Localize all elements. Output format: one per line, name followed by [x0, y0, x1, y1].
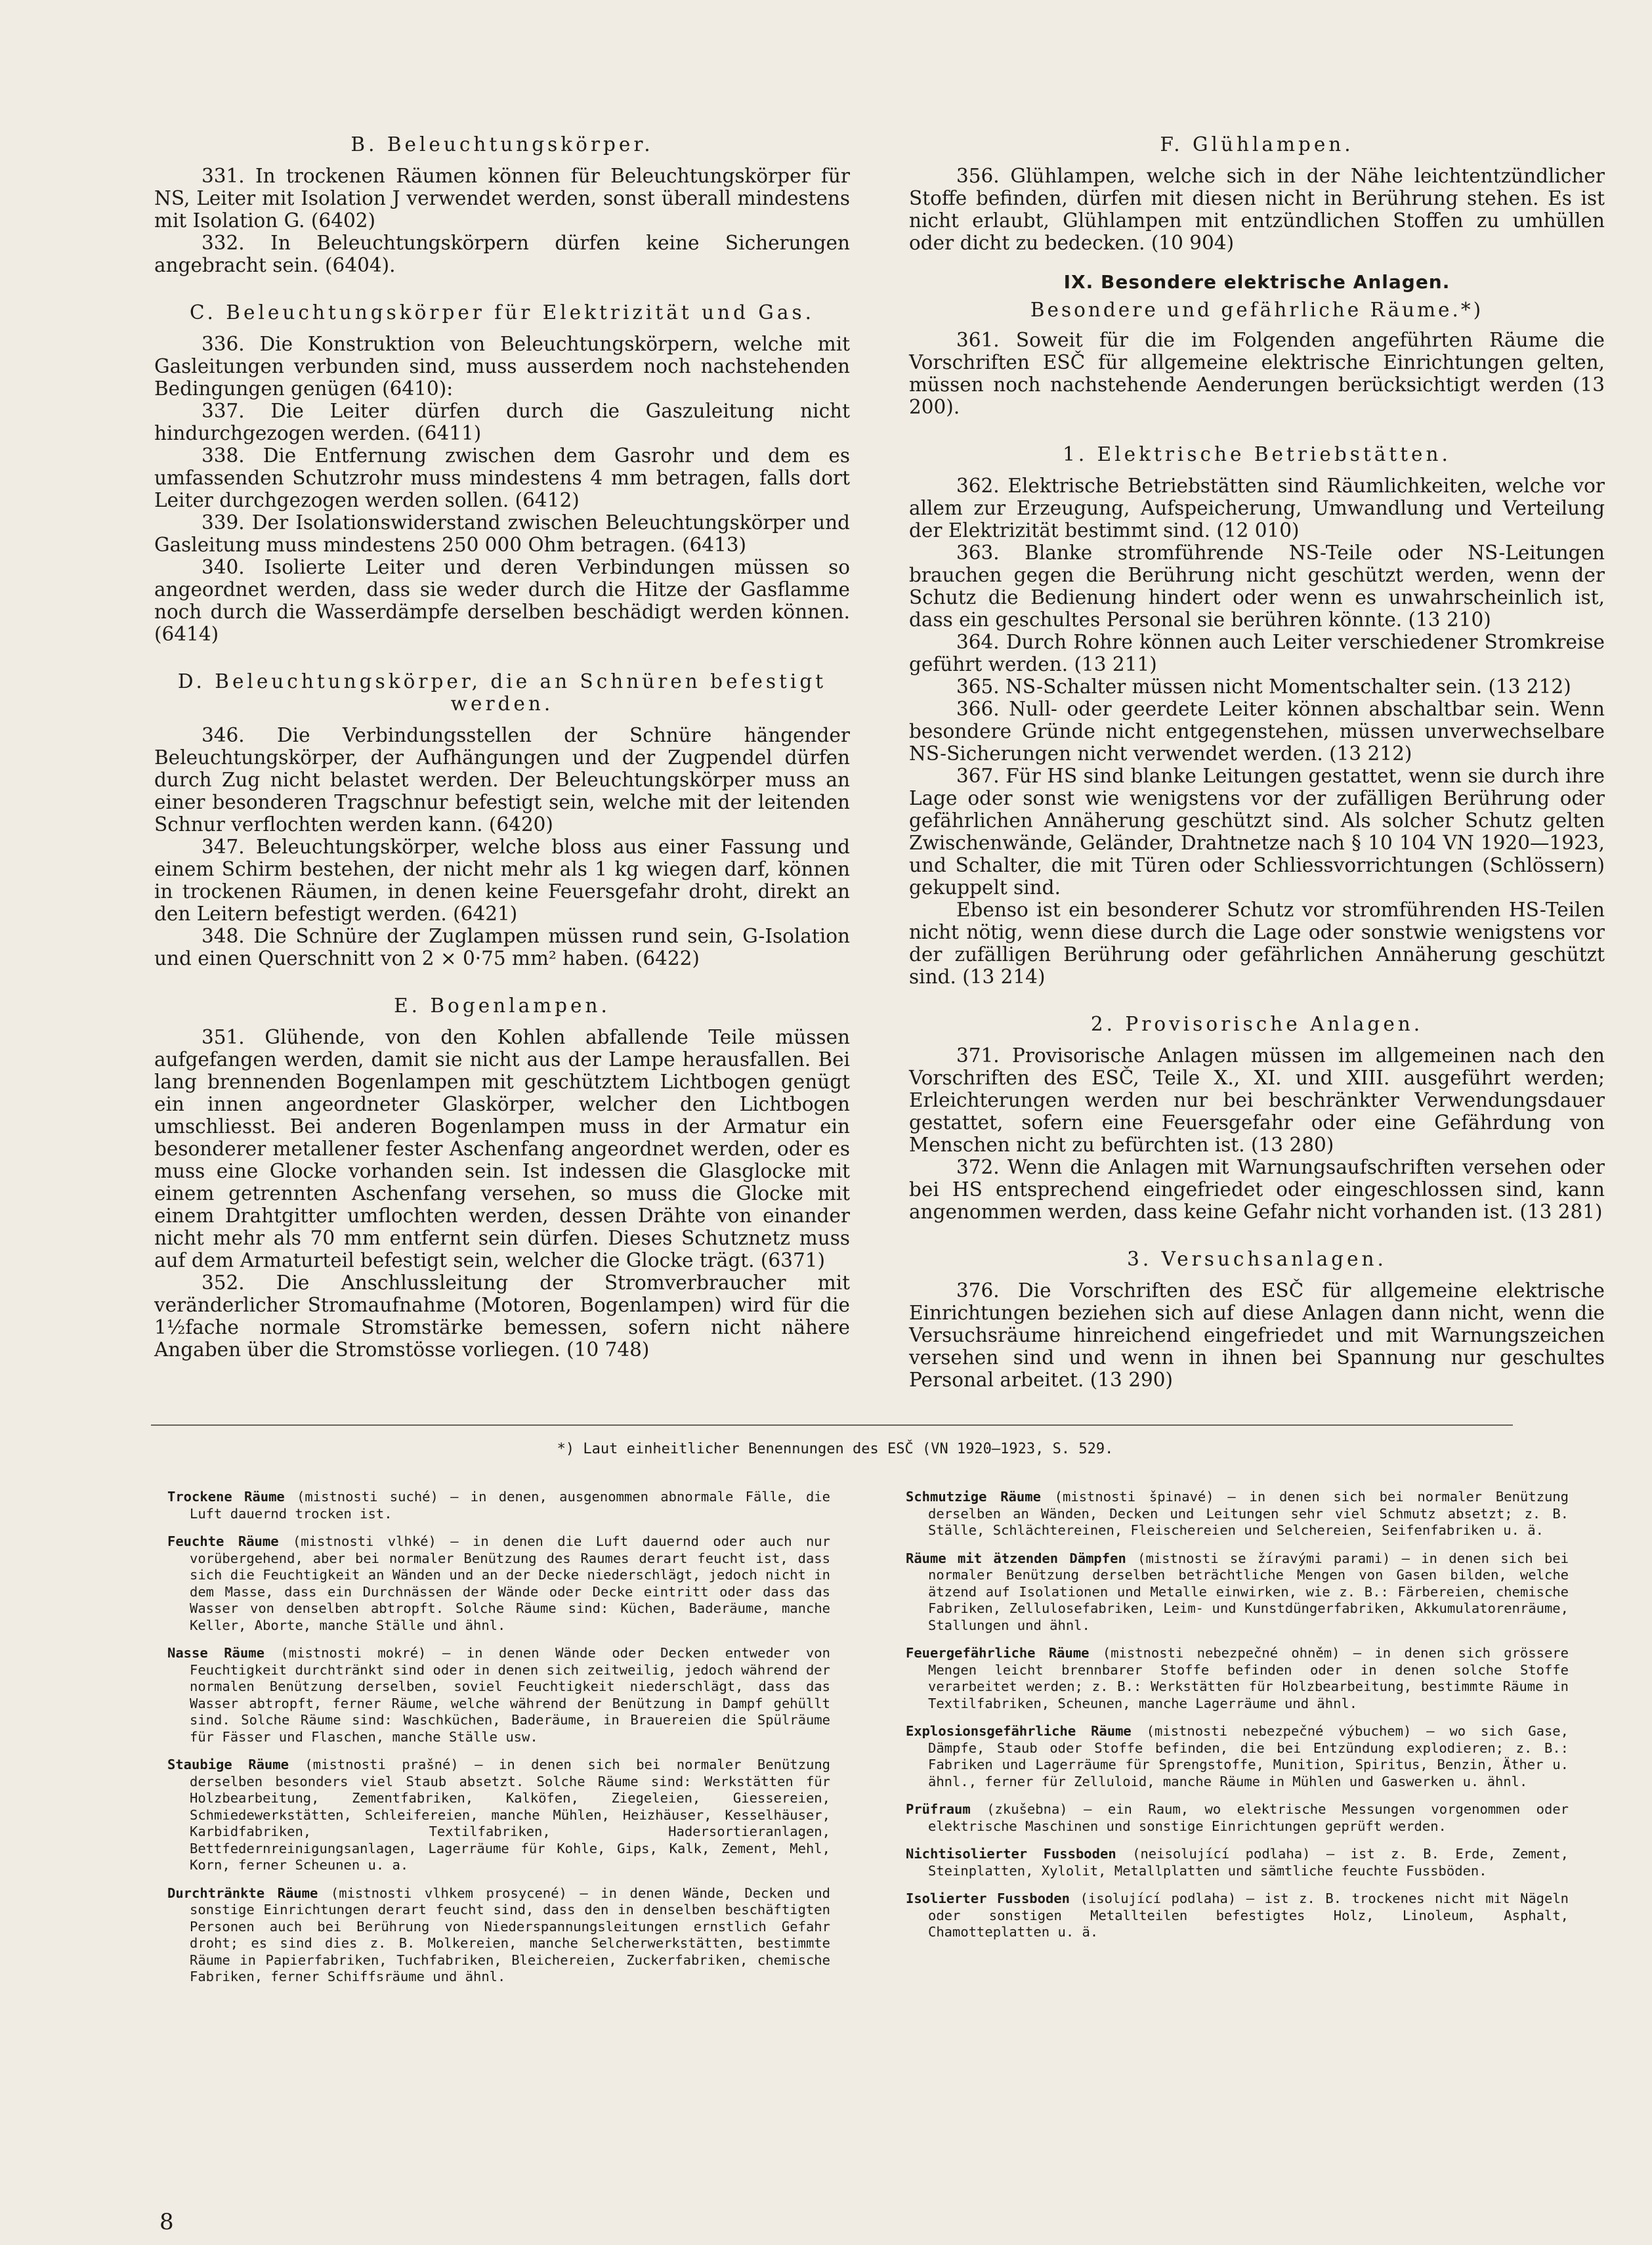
paragraph-351: 351. Glühende, von den Kohlen abfallende Teile müssen aufgefangen werden, damit sie nicht aus der Lampe herausfallen. Bei lang brennenden Bogenlampen mit geschütztem Lichtbogen genügt ein innen angeordneter Glaskörper, welcher den Lichtbogen umschliesst. Bei anderen Bogenlampen muss in der Armatur ein besonderer metallener fester Aschenfang angeordnet werden, oder es muss eine Glocke vorhanden sein. Ist indessen die Glasglocke mit einem getrennten Aschenfang versehen, so muss die Glocke mit einem Drahtgitter umflochten werden, dessen Drähte von einander nicht mehr als 70 mm entfernt sein dürfen. Dieses Schutznetz muss auf dem Armaturteil befestigt sein, welcher die Glocke trägt. (6371): [154, 1026, 850, 1272]
footnote-term: Staubige Räume: [167, 1757, 289, 1772]
footnote-entry: [167, 1757, 830, 1874]
page-number: 8: [159, 2209, 174, 2235]
footnote-title: *) Laut einheitlicher Benennungen des ESČ (VN 1920—1923, S. 529.: [557, 1441, 1114, 1457]
footnote-term: Prüfraum: [906, 1801, 971, 1817]
footnote-entry: [906, 1846, 1569, 1879]
paragraph-339: 339. Der Isolationswiderstand zwischen Beleuchtungskörper und Gasleitung muss mindestens 250 000 Ohm betragen. (6413): [154, 511, 850, 556]
footnote-entry: [906, 1550, 1569, 1635]
footnote-definition: (mistnosti nebezpečné ohněm) — in denen sich grössere Mengen leicht brennbarer Stoffe befinden oder in denen solche Stoffe verarbeitet werden; z. B.: Werkstätten für Holzbearbeitung, bestimmte Räume in Textilfabriken, Scheunen, manche Lagerräume und ähnl.: [928, 1645, 1569, 1711]
paragraph-371: 371. Provisorische Anlagen müssen im allgemeinen nach den Vorschriften des ESČ, Teile X., XI. und XIII. ausgeführt werden; Erleichterungen werden nur bei beschränkter Verwendungsdauer gestattet, sofern eine Feuersgefahr oder eine Gefährdung von Menschen nicht zu befürchten ist. (13 280): [909, 1044, 1605, 1156]
footnote-term: Feuchte Räume: [167, 1533, 279, 1549]
footnote-term: Isolierter Fussboden: [906, 1891, 1070, 1906]
footnote-entry: [167, 1489, 830, 1522]
footnote-term: Schmutzige Räume: [906, 1489, 1041, 1505]
section-heading-d: D. Beleuchtungskörper, die an Schnüren befestigt werden.: [177, 670, 827, 715]
footnote-definition: (mistnosti se žíravými parami) — in denen sich bei normaler Benützung derselben beträchtliche Mengen von Gasen bilden, welche ätzend auf Isolationen und Metalle einwirken, wie z. B.: Färbereien, chemische Fabriken, Zellulosefabriken, Leim- und Kunstdüngerfabriken, Akkumulatorenräume, Stallungen und ähnl.: [928, 1550, 1569, 1633]
paragraph-346: 346. Die Verbindungsstellen der Schnüre hängender Beleuchtungskörper, der Aufhängungen und der Zugpendel dürfen durch Zug nicht belastet werden. Der Beleuchtungskörper muss an einer besonderen Tragschnur befestigt sein, welche mit der leitenden Schnur verflochten werden kann. (6420): [154, 724, 850, 836]
section-heading-f: F. Glühlampen.: [1160, 133, 1354, 156]
footnote-entry: [906, 1645, 1569, 1712]
footnote-term: Durchtränkte Räume: [167, 1885, 318, 1901]
paragraph-376: 376. Die Vorschriften des ESČ für allgemeine elektrische Einrichtungen beziehen sich auf diese Anlagen dann nicht, wenn die Versuchsräume hinreichend eingefriedet und mit Warnungszeichen versehen sind und wenn in ihnen bei Spannung nur geschultes Personal arbeitet. (13 290): [909, 1279, 1605, 1391]
paragraph-367-continued: Ebenso ist ein besonderer Schutz vor stromführenden HS-Teilen nicht nötig, wenn diese durch die Lage oder sonstwie wenigstens vor der zufälligen Berührung oder gefährlichen Annäherung geschützt sind. (13 214): [909, 899, 1605, 988]
paragraph-356: 356. Glühlampen, welche sich in der Nähe leichtentzündlicher Stoffe befinden, dürfen mit diesen nicht in Berührung stehen. Es ist nicht erlaubt, Glühlampen mit entzündlichen Stoffen zu umhüllen oder dicht zu bedecken. (10 904): [909, 165, 1605, 254]
footnote-entry: [906, 1723, 1569, 1790]
footnote-definition: (mistnosti mokré) — in denen Wände oder Decken entweder von Feuchtigkeit durchtränkt sind oder in denen sich zeitweilig, jedoch während der normalen Benützung derselben, soviel Feuchtigkeit niederschlägt, dass das Wasser abtropft, ferner Räume, welche während der Benützung in Dampf gehüllt sind. Solche Räume sind: Waschküchen, Baderäume, in Brauereien die Spülräume für Fässer und Flaschen, manche Ställe usw.: [190, 1645, 830, 1745]
footnote-entry: [167, 1885, 830, 1986]
footnote-term: Trockene Räume: [167, 1489, 285, 1505]
footnote-term: Nichtisolierter Fussboden: [906, 1846, 1116, 1862]
paragraph-366: 366. Null- oder geerdete Leiter können abschaltbar sein. Wenn besondere Gründe nicht entgegenstehen, müssen unverwechselbare NS-Sicherungen nicht verwendet werden. (13 212): [909, 698, 1605, 765]
paragraph-365: 365. NS-Schalter müssen nicht Momentschalter sein. (13 212): [956, 675, 1571, 698]
section-heading-c: C. Beleuchtungskörper für Elektrizität und Gas.: [190, 301, 815, 324]
paragraph-331: 331. In trockenen Räumen können für Beleuchtungskörper für NS, Leiter mit Isolation J verwendet werden, sonst überall mindestens mit Isolation G. (6402): [154, 165, 850, 232]
footnote-term: Feuergefährliche Räume: [906, 1645, 1090, 1661]
paragraph-337: 337. Die Leiter dürfen durch die Gaszuleitung nicht hindurchgezogen werden. (6411): [154, 400, 850, 444]
footnote-definition: (zkušebna) — ein Raum, wo elektrische Messungen vorgenommen oder elektrische Maschinen und sonstige Einrichtungen geprüft werden.: [928, 1801, 1569, 1834]
footnote-right-column: [906, 1489, 1569, 1952]
footnote-left-column: [167, 1489, 830, 1997]
section-heading-1: 1. Elektrische Betriebstätten.: [1063, 443, 1451, 465]
footnote-term: Nasse Räume: [167, 1645, 265, 1661]
footnote-definition: (mistnosti vlhkem prosycené) — in denen Wände, Decken und sonstige Einrichtungen derart feucht sind, dass den in denselben beschäftigten Personen auch bei Berührung von Niederspannungsleitungen ernstlich Gefahr droht; es sind dies z. B. Molkereien, manche Selcherwerkstätten, bestimmte Räume in Papierfabriken, Tuchfabriken, Bleichereien, Zuckerfabriken, chemische Fabriken, ferner Schiffsräume und ähnl.: [190, 1885, 830, 1984]
section-heading-b: B. Beleuchtungskörper.: [350, 133, 654, 156]
paragraph-363: 363. Blanke stromführende NS-Teile oder NS-Leitungen brauchen gegen die Berührung nicht geschützt werden, wenn der Schutz die Bedienung hindert oder wenn es unwahrscheinlich ist, dass ein geschultes Personal sie berühren könnte. (13 210): [909, 542, 1605, 631]
footnote-definition: (mistnosti suché) — in denen, ausgenommen abnormale Fälle, die Luft dauernd trocken ist.: [190, 1489, 830, 1522]
paragraph-362: 362. Elektrische Betriebstätten sind Räumlichkeiten, welche vor allem zur Erzeugung, Aufspeicherung, Umwandlung und Verteilung der Elektrizität bestimmt sind. (12 010): [909, 475, 1605, 542]
paragraph-372: 372. Wenn die Anlagen mit Warnungsaufschriften versehen oder bei HS entsprechend eingefriedet oder eingeschlossen sind, kann angenommen werden, dass keine Gefahr nicht vorhanden ist. (13 281): [909, 1156, 1605, 1223]
footnote-definition: (mistnosti nebezpečné výbuchem) — wo sich Gase, Dämpfe, Staub oder Stoffe befinden, die bei Entzündung explodieren; z. B.: Fabriken und Lagerräume für Sprengstoffe, Munition, Spiritus, Benzin, Äther u. ähnl., ferner für Zelluloid, manche Räume in Mühlen und Gaswerken u. ähnl.: [928, 1723, 1569, 1789]
paragraph-361: 361. Soweit für die im Folgenden angeführten Räume die Vorschriften ESČ für allgemeine elektrische Einrichtungen gelten, müssen noch nachstehende Aenderungen berücksichtigt werden (13 200).: [909, 329, 1605, 418]
footnote-entry: [906, 1489, 1569, 1539]
footnote-definition: (neisolující podlaha) — ist z. B. Erde, Zement, Steinplatten, Xylolit, Metallplatten und sämtliche feuchte Fussböden.: [928, 1846, 1569, 1879]
footnote-entry: [167, 1533, 830, 1634]
paragraph-347: 347. Beleuchtungskörper, welche bloss aus einer Fassung und einem Schirm bestehen, der nicht mehr als 1 kg wiegen darf, können in trockenen Räumen, in denen keine Feuersgefahr droht, direkt an den Leitern befestigt werden. (6421): [154, 836, 850, 925]
footnote-term: Explosionsgefährliche Räume: [906, 1723, 1132, 1739]
footnote-divider: [151, 1424, 1513, 1426]
paragraph-338: 338. Die Entfernung zwischen dem Gasrohr und dem es umfassenden Schutzrohr muss mindestens 4 mm betragen, falls dort Leiter durchgezogen werden sollen. (6412): [154, 444, 850, 511]
footnote-definition: (mistnosti prašné) — in denen sich bei normaler Benützung derselben besonders viel Staub absetzt. Solche Räume sind: Werkstätten für Holzbearbeitung, Zementfabriken, Kalköfen, Ziegeleien, Giessereien, Schmiedewerkstätten, Schleifereien, manche Mühlen, Heizhäuser, Kesselhäuser, Karbidfabriken, Textilfabriken, Hadersortieranlagen, Bettfedernreinigungsanlagen, Lagerräume für Kohle, Gips, Kalk, Zement, Mehl, Korn, ferner Scheunen u. a.: [190, 1757, 830, 1873]
chapter-heading-ix: IX. Besondere elektrische Anlagen.: [1063, 271, 1451, 293]
footnote-entry: [906, 1801, 1569, 1835]
chapter-subheading: Besondere und gefährliche Räume.*): [1030, 299, 1484, 321]
paragraph-340: 340. Isolierte Leiter und deren Verbindungen müssen so angeordnet werden, dass sie weder durch die Hitze der Gasflamme noch durch die Wasserdämpfe derselben beschädigt werden können. (6414): [154, 556, 850, 645]
footnote-definition: (mistnosti špinavé) — in denen sich bei normaler Benützung derselben an Wänden, Decken und Leitungen sehr viel Schmutz absetzt; z. B. Ställe, Schlächtereinen, Fleischereien und Selchereien, Seifenfabriken u. ä.: [928, 1489, 1569, 1538]
paragraph-348: 348. Die Schnüre der Zuglampen müssen rund sein, G-Isolation und einen Querschnitt von 2 × 0·75 mm² haben. (6422): [154, 925, 850, 970]
footnote-definition: (isolující podlaha) — ist z. B. trockenes nicht mit Nägeln oder sonstigen Metallteilen befestigtes Holz, Linoleum, Asphalt, Chamotteplatten u. ä.: [928, 1891, 1569, 1940]
paragraph-336: 336. Die Konstruktion von Beleuchtungskörpern, welche mit Gasleitungen verbunden sind, muss ausserdem noch nachstehenden Bedingungen genügen (6410):: [154, 333, 850, 400]
left-column: [154, 128, 850, 1361]
section-heading-2: 2. Provisorische Anlagen.: [1090, 1013, 1424, 1035]
right-column: [909, 128, 1605, 1391]
footnote-entry: [906, 1891, 1569, 1941]
section-heading-e: E. Bogenlampen.: [394, 994, 610, 1017]
paragraph-364: 364. Durch Rohre können auch Leiter verschiedener Stromkreise geführt werden. (13 211): [909, 631, 1605, 675]
paragraph-352: 352. Die Anschlussleitung der Stromverbraucher mit veränderlicher Stromaufnahme (Motoren, Bogenlampen) wird für die 1½fache normale Stromstärke bemessen, sofern nicht nähere Angaben über die Stromstösse vorliegen. (10 748): [154, 1272, 850, 1361]
section-heading-3: 3. Versuchsanlagen.: [1127, 1248, 1387, 1270]
footnote-definition: (mistnosti vlhké) — in denen die Luft dauernd oder auch nur vorübergehend, aber bei normaler Benützung des Raumes derart feucht ist, dass sich die Feuchtigkeit an Wänden und an der Decke niederschlägt, jedoch nicht in dem Masse, dass ein Durchnässen der Wände oder Decke eintritt oder dass das Wasser von denselben abtropft. Solche Räume sind: Küchen, Baderäume, manche Keller, Aborte, manche Ställe und ähnl.: [190, 1533, 830, 1633]
footnote-entry: [167, 1645, 830, 1745]
paragraph-332: 332. In Beleuchtungskörpern dürfen keine Sicherungen angebracht sein. (6404).: [154, 232, 850, 276]
footnote-term: Räume mit ätzenden Dämpfen: [906, 1550, 1126, 1566]
paragraph-367: 367. Für HS sind blanke Leitungen gestattet, wenn sie durch ihre Lage oder sonst wie wenigstens vor der zufälligen Berührung oder gefährlichen Annäherung geschützt sind. Als solcher Schutz gelten Zwischenwände, Geländer, Drahtnetze nach § 10 104 VN 1920—1923, und Schalter, die mit Türen oder Schliessvorrichtungen (Schlössern) gekuppelt sind.: [909, 765, 1605, 899]
